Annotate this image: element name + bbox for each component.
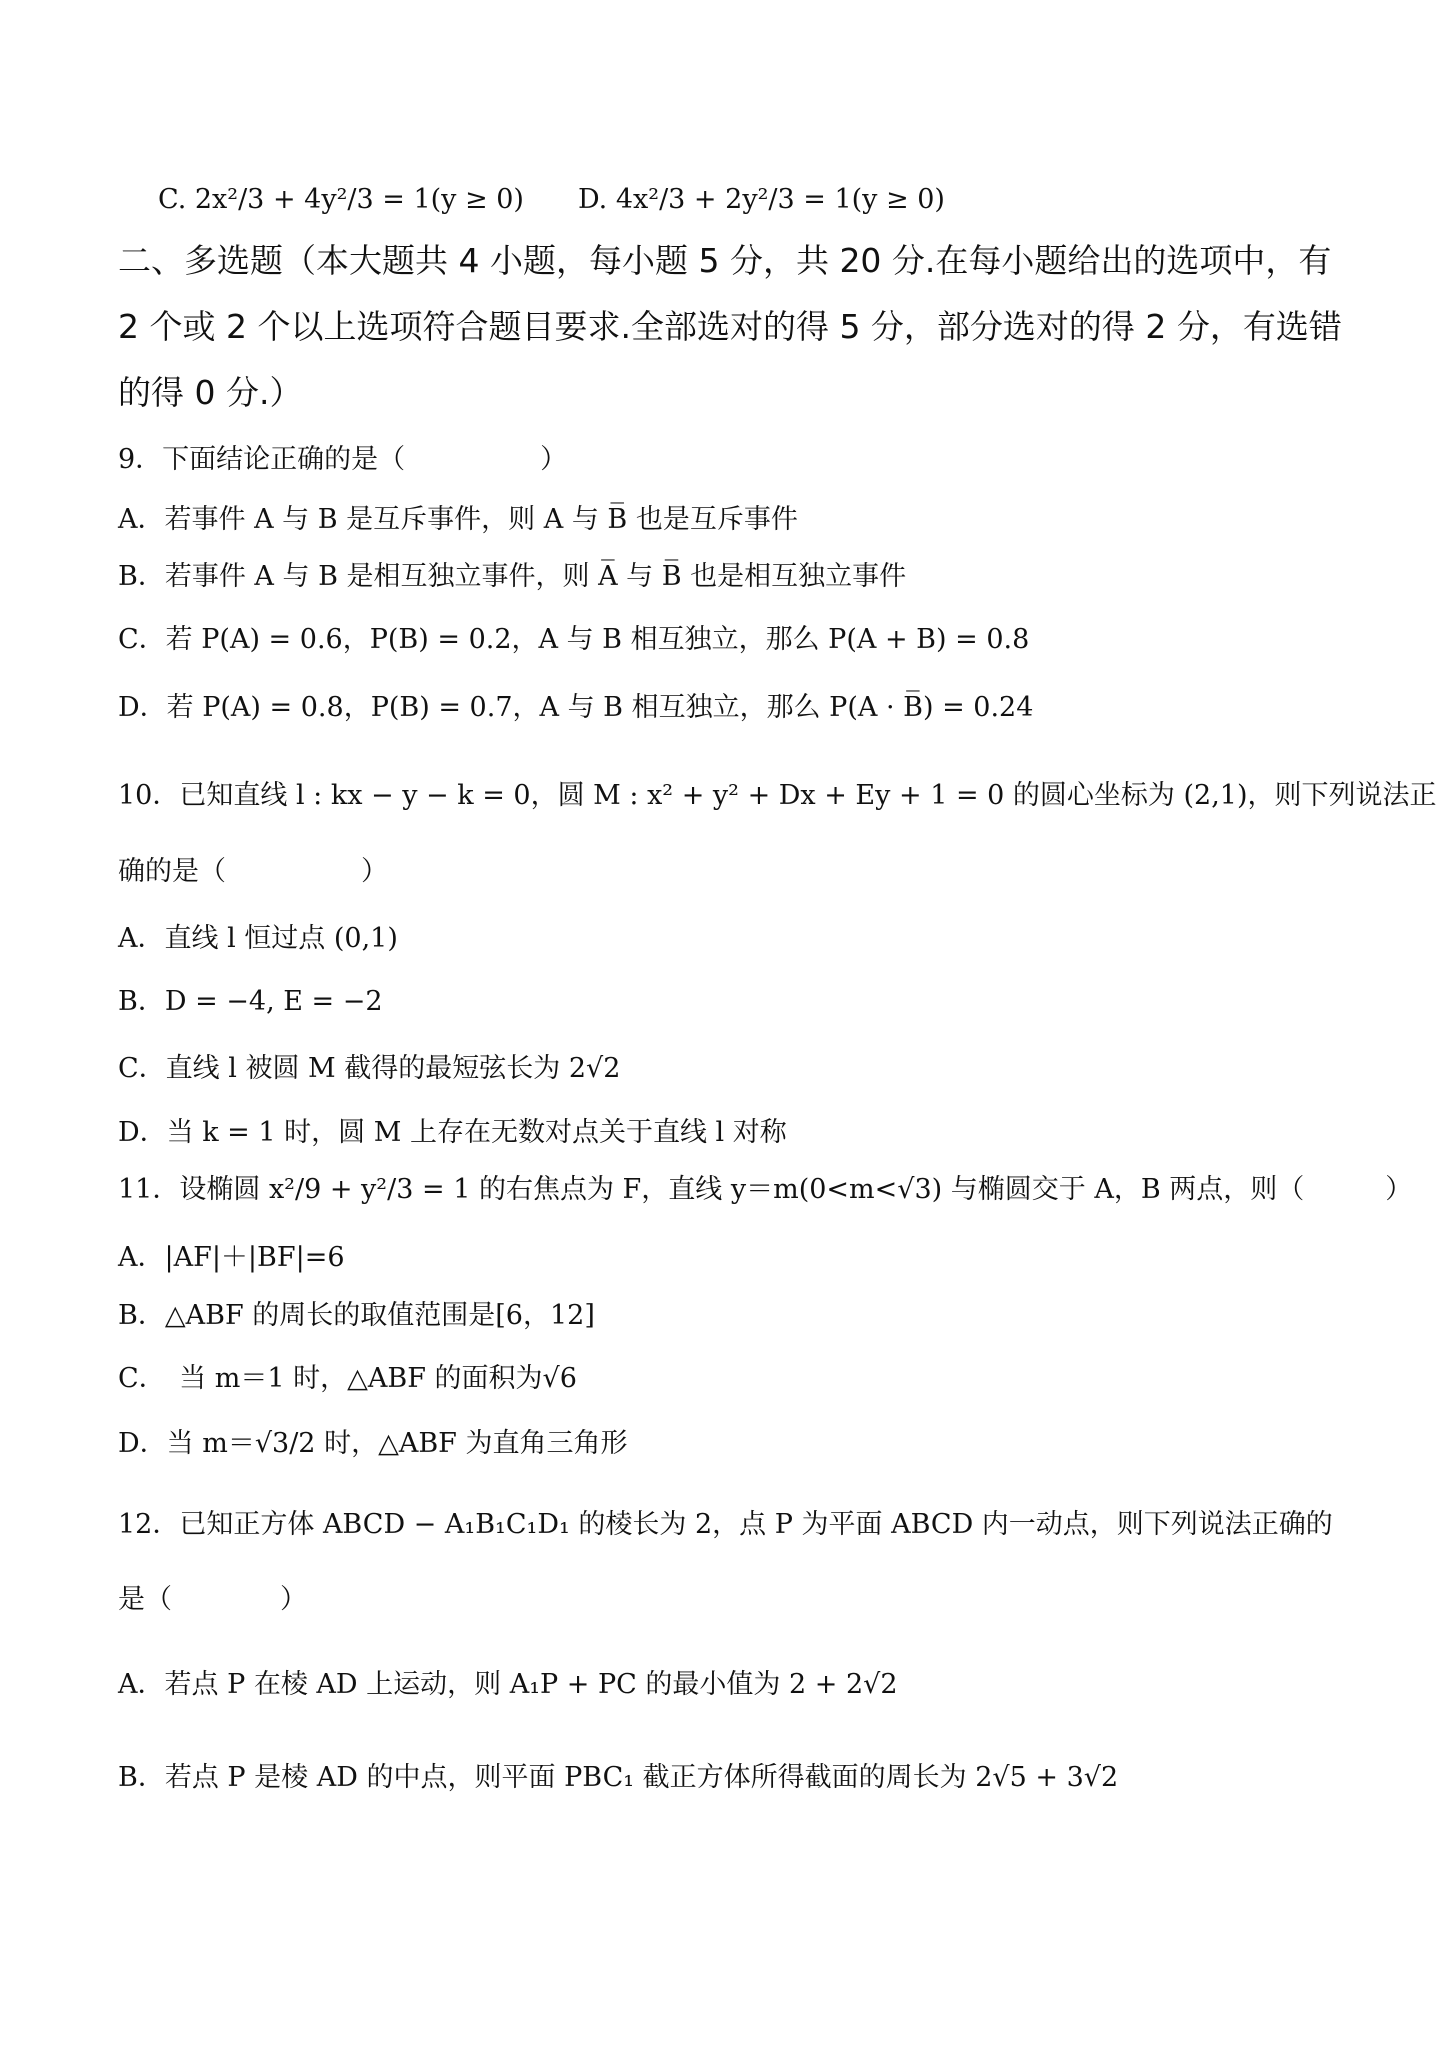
q9-option-c: C．若 P(A) = 0.6，P(B) = 0.2，A 与 B 相互独立，那么 P(A + B) = 0.8 <box>118 624 1030 655</box>
section-heading-line-1: 二、多选题（本大题共 4 小题，每小题 5 分，共 20 分.在每小题给出的选项中，有 <box>118 241 1332 280</box>
q8-option-c: C. 2x²/3 + 4y²/3 = 1(y ≥ 0) <box>158 184 524 215</box>
q12-stem-line-2: 是（ ） <box>118 1584 307 1615</box>
q10-option-d: D．当 k = 1 时，圆 M 上存在无数对点关于直线 l 对称 <box>118 1117 787 1148</box>
q8-option-d: D. 4x²/3 + 2y²/3 = 1(y ≥ 0) <box>578 184 945 215</box>
q12-option-b: B．若点 P 是棱 AD 的中点，则平面 PBC₁ 截正方体所得截面的周长为 2√5 + 3√2 <box>118 1762 1119 1793</box>
q10-option-c: C．直线 l 被圆 M 截得的最短弦长为 2√2 <box>118 1053 621 1084</box>
q11-option-a: A．|AF|＋|BF|=6 <box>118 1242 345 1273</box>
section-heading-line-2: 2 个或 2 个以上选项符合题目要求.全部选对的得 5 分，部分选对的得 2 分，有选错 <box>118 307 1342 346</box>
section-heading-line-3: 的得 0 分.） <box>118 373 303 412</box>
q11-option-d: D．当 m＝√3/2 时，△ABF 为直角三角形 <box>118 1428 628 1459</box>
q9-option-a: A．若事件 A 与 B 是互斥事件，则 A 与 B̅ 也是互斥事件 <box>118 504 798 535</box>
q9-option-d: D．若 P(A) = 0.8，P(B) = 0.7，A 与 B 相互独立，那么 P(A · B̅) = 0.24 <box>118 692 1034 723</box>
q12-stem-line-1: 12．已知正方体 ABCD − A₁B₁C₁D₁ 的棱长为 2，点 P 为平面 ABCD 内一动点，则下列说法正确的 <box>118 1509 1333 1540</box>
q10-stem-line-1: 10．已知直线 l : kx − y − k = 0，圆 M : x² + y² + Dx + Ey + 1 = 0 的圆心坐标为 (2,1)，则下列说法正 <box>118 780 1437 811</box>
q10-option-b: B．D = −4, E = −2 <box>118 986 383 1017</box>
q10-stem-line-2: 确的是（ ） <box>118 856 388 887</box>
q9-option-b: B．若事件 A 与 B 是相互独立事件，则 A̅ 与 B̅ 也是相互独立事件 <box>118 561 907 592</box>
q11-option-c: C． 当 m＝1 时，△ABF 的面积为√6 <box>118 1363 577 1394</box>
q10-option-a: A．直线 l 恒过点 (0,1) <box>118 923 398 954</box>
q11-option-b: B．△ABF 的周长的取值范围是[6，12] <box>118 1300 595 1331</box>
q9-stem: 9．下面结论正确的是（ ） <box>118 444 568 475</box>
q12-option-a: A．若点 P 在棱 AD 上运动，则 A₁P + PC 的最小值为 2 + 2√2 <box>118 1669 898 1700</box>
q11-stem: 11．设椭圆 x²/9 + y²/3 = 1 的右焦点为 F，直线 y＝m(0<m<√3) 与椭圆交于 A，B 两点，则（ ） <box>118 1174 1413 1205</box>
